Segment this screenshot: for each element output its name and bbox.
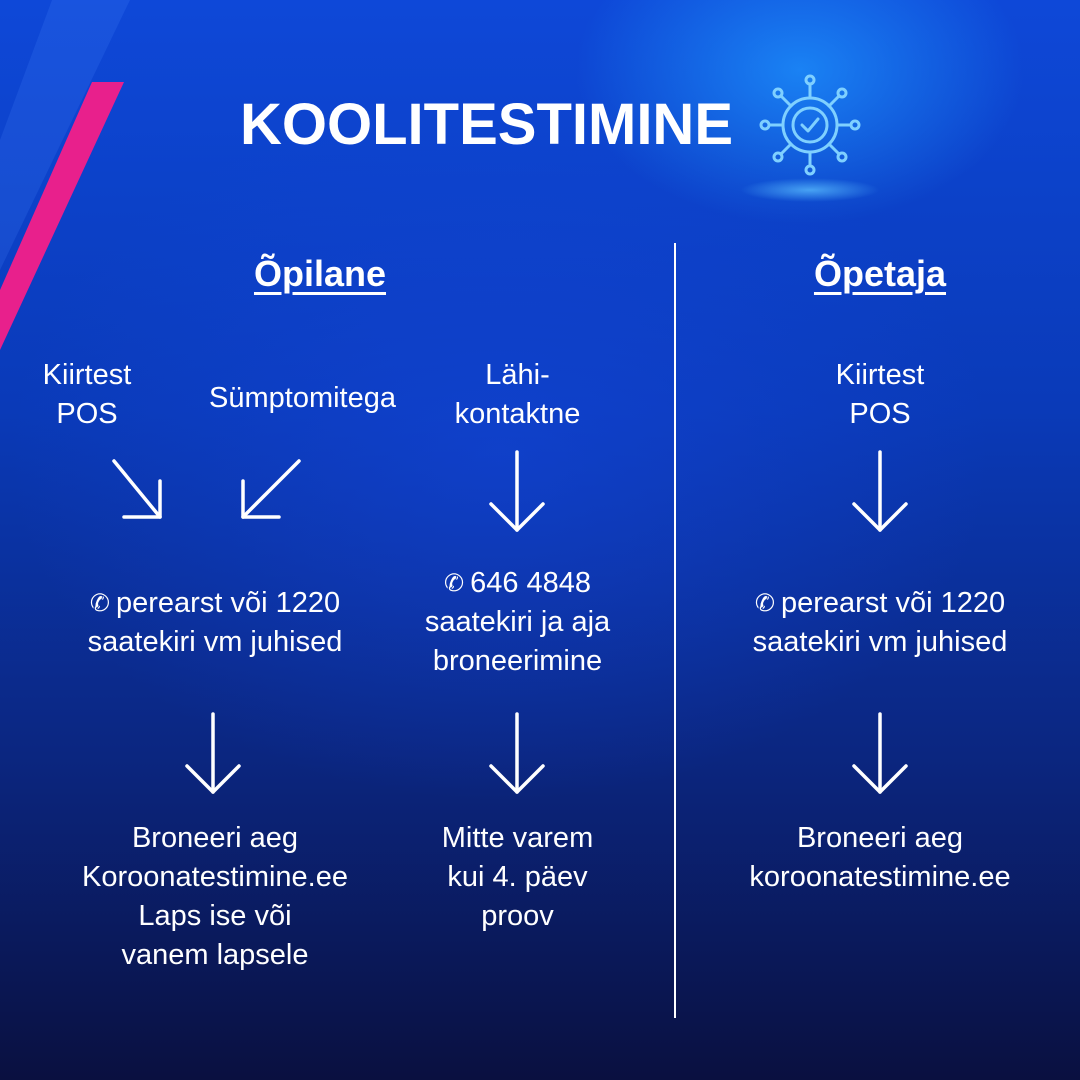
page-title: KOOLITESTIMINE [240, 92, 733, 157]
arrow-down-student-1 [183, 712, 243, 797]
arrow-diagonal-down-right [110, 455, 170, 525]
teacher-step2-doctor [715, 584, 1045, 662]
student-step2-doctor [50, 584, 380, 662]
student-step3-booking: Broneeri aeg Koroonatestimine.ee Laps ise või vanem lapsele [82, 822, 348, 971]
phone-icon: ✆ [443, 570, 465, 597]
teacher-start-rapid-test: Kiirtest POS [835, 359, 925, 430]
arrow-down-close-contact-2 [487, 712, 547, 797]
virus-check-icon [755, 70, 865, 180]
student-step2-hotline-text: 646 4848 saatekiri ja aja broneerimine [424, 567, 611, 677]
phone-icon: ✆ [754, 590, 775, 617]
student-heading: Õpilane [253, 253, 387, 294]
arrow-down-close-contact-1 [487, 450, 547, 535]
column-divider [674, 243, 676, 1018]
student-step2-doctor-text: perearst või 1220 saatekiri vm juhised [87, 587, 343, 658]
icon-glow [740, 178, 880, 202]
teacher-step2-doctor-text: perearst või 1220 saatekiri vm juhised [752, 587, 1008, 658]
student-start-symptoms: Sümptomitega [209, 382, 396, 414]
arrow-down-teacher-2 [850, 712, 910, 797]
arrow-down-teacher-1 [850, 450, 910, 535]
arrow-diagonal-down-left [235, 455, 305, 525]
student-step2-hotline [400, 564, 635, 681]
title-row [240, 80, 733, 170]
student-start-close-contact: Lähi- kontaktne [454, 359, 581, 430]
phone-icon: ✆ [89, 590, 110, 617]
teacher-heading: Õpetaja [813, 253, 947, 294]
teacher-step3-booking: Broneeri aeg koroonatestimine.ee [749, 822, 1011, 893]
student-start-rapid-test: Kiirtest POS [42, 359, 132, 430]
student-step3-test-day: Mitte varem kui 4. päev proov [441, 822, 594, 932]
